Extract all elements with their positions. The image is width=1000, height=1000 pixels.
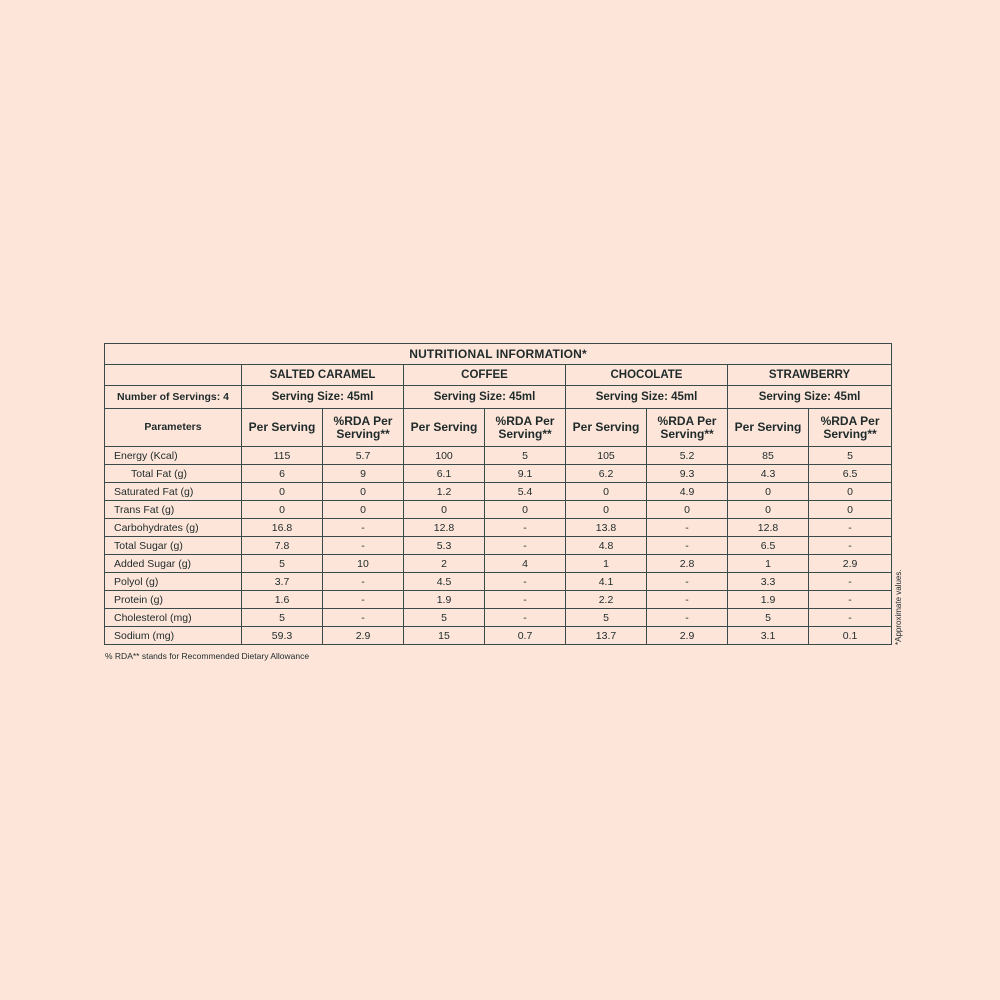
value-cell: 15: [404, 627, 485, 645]
value-cell: -: [809, 537, 892, 555]
table-title: NUTRITIONAL INFORMATION*: [105, 344, 892, 365]
value-cell: 85: [728, 447, 809, 465]
value-cell: 1: [728, 555, 809, 573]
value-cell: 5: [242, 555, 323, 573]
value-cell: 0: [404, 501, 485, 519]
value-cell: 0: [728, 501, 809, 519]
value-cell: -: [647, 591, 728, 609]
value-cell: -: [323, 519, 404, 537]
row-label: Added Sugar (g): [105, 555, 242, 573]
value-cell: 10: [323, 555, 404, 573]
value-cell: -: [647, 519, 728, 537]
value-cell: 2.9: [809, 555, 892, 573]
row-label: Energy (Kcal): [105, 447, 242, 465]
serving-size-chocolate: Serving Size: 45ml: [566, 386, 728, 409]
nutrition-rows: [105, 447, 892, 645]
flavor-header-strawberry: STRAWBERRY: [728, 365, 892, 386]
row-label: Trans Fat (g): [105, 501, 242, 519]
value-cell: 5: [566, 609, 647, 627]
value-cell: -: [485, 609, 566, 627]
value-cell: 13.7: [566, 627, 647, 645]
value-cell: 5.2: [647, 447, 728, 465]
flavor-header-salted-caramel: SALTED CARAMEL: [242, 365, 404, 386]
value-cell: 2.9: [323, 627, 404, 645]
value-cell: 6: [242, 465, 323, 483]
value-cell: -: [647, 573, 728, 591]
servings-count: Number of Servings: 4: [105, 386, 242, 409]
table-row: [105, 573, 892, 591]
value-cell: 0: [566, 501, 647, 519]
value-cell: 0: [323, 501, 404, 519]
row-label: Carbohydrates (g): [105, 519, 242, 537]
value-cell: -: [809, 573, 892, 591]
rda-header: %RDA Per Serving**: [485, 409, 566, 447]
table-row: [105, 483, 892, 501]
value-cell: 6.2: [566, 465, 647, 483]
per-serving-header: Per Serving: [728, 409, 809, 447]
value-cell: 3.3: [728, 573, 809, 591]
value-cell: 1.6: [242, 591, 323, 609]
value-cell: -: [485, 573, 566, 591]
per-serving-header: Per Serving: [566, 409, 647, 447]
value-cell: 0: [485, 501, 566, 519]
table-row: [105, 519, 892, 537]
value-cell: -: [323, 537, 404, 555]
value-cell: -: [485, 519, 566, 537]
value-cell: 5.7: [323, 447, 404, 465]
row-label: Total Sugar (g): [105, 537, 242, 555]
value-cell: 6.5: [809, 465, 892, 483]
value-cell: 0.7: [485, 627, 566, 645]
value-cell: 16.8: [242, 519, 323, 537]
flavor-header-chocolate: CHOCOLATE: [566, 365, 728, 386]
row-label: Saturated Fat (g): [105, 483, 242, 501]
table-row: [105, 627, 892, 645]
value-cell: 0: [809, 483, 892, 501]
value-cell: 7.8: [242, 537, 323, 555]
value-cell: 0: [647, 501, 728, 519]
value-cell: 12.8: [728, 519, 809, 537]
approximate-values-note: *Approximate values.: [894, 569, 903, 645]
value-cell: 4.3: [728, 465, 809, 483]
per-serving-header: Per Serving: [242, 409, 323, 447]
value-cell: 5.3: [404, 537, 485, 555]
value-cell: -: [323, 573, 404, 591]
value-cell: 3.7: [242, 573, 323, 591]
value-cell: 2: [404, 555, 485, 573]
parameters-header: Parameters: [105, 409, 242, 447]
flavor-header-coffee: COFFEE: [404, 365, 566, 386]
serving-size-coffee: Serving Size: 45ml: [404, 386, 566, 409]
row-label: Total Fat (g): [105, 465, 242, 483]
rda-header: %RDA Per Serving**: [647, 409, 728, 447]
value-cell: 0.1: [809, 627, 892, 645]
value-cell: 9.3: [647, 465, 728, 483]
value-cell: 100: [404, 447, 485, 465]
table-row: [105, 609, 892, 627]
value-cell: 1: [566, 555, 647, 573]
value-cell: 5: [242, 609, 323, 627]
row-label: Sodium (mg): [105, 627, 242, 645]
value-cell: 5: [809, 447, 892, 465]
value-cell: -: [647, 609, 728, 627]
value-cell: -: [323, 591, 404, 609]
value-cell: 12.8: [404, 519, 485, 537]
value-cell: -: [323, 609, 404, 627]
value-cell: 1.9: [404, 591, 485, 609]
value-cell: 0: [566, 483, 647, 501]
value-cell: 13.8: [566, 519, 647, 537]
value-cell: 0: [323, 483, 404, 501]
table-row: [105, 447, 892, 465]
blank-header-cell: [105, 365, 242, 386]
nutrition-table: [104, 343, 892, 645]
rda-footnote: % RDA** stands for Recommended Dietary Allowance: [105, 651, 310, 661]
value-cell: 115: [242, 447, 323, 465]
value-cell: -: [809, 519, 892, 537]
value-cell: -: [485, 591, 566, 609]
value-cell: 6.5: [728, 537, 809, 555]
serving-size-salted-caramel: Serving Size: 45ml: [242, 386, 404, 409]
value-cell: -: [809, 591, 892, 609]
value-cell: 5.4: [485, 483, 566, 501]
table-row: [105, 465, 892, 483]
table-row: [105, 537, 892, 555]
value-cell: 6.1: [404, 465, 485, 483]
value-cell: 3.1: [728, 627, 809, 645]
per-serving-header: Per Serving: [404, 409, 485, 447]
value-cell: 4.1: [566, 573, 647, 591]
value-cell: 0: [809, 501, 892, 519]
table-row: [105, 591, 892, 609]
value-cell: 4.8: [566, 537, 647, 555]
value-cell: -: [809, 609, 892, 627]
value-cell: 5: [485, 447, 566, 465]
value-cell: 4: [485, 555, 566, 573]
value-cell: 4.5: [404, 573, 485, 591]
value-cell: 0: [242, 501, 323, 519]
rda-header: %RDA Per Serving**: [323, 409, 404, 447]
value-cell: -: [485, 537, 566, 555]
row-label: Polyol (g): [105, 573, 242, 591]
row-label: Protein (g): [105, 591, 242, 609]
value-cell: 2.2: [566, 591, 647, 609]
value-cell: 0: [728, 483, 809, 501]
serving-size-strawberry: Serving Size: 45ml: [728, 386, 892, 409]
row-label: Cholesterol (mg): [105, 609, 242, 627]
value-cell: 9.1: [485, 465, 566, 483]
value-cell: 59.3: [242, 627, 323, 645]
value-cell: 2.8: [647, 555, 728, 573]
value-cell: 1.9: [728, 591, 809, 609]
table-row: [105, 501, 892, 519]
value-cell: 9: [323, 465, 404, 483]
value-cell: 5: [404, 609, 485, 627]
value-cell: -: [647, 537, 728, 555]
value-cell: 1.2: [404, 483, 485, 501]
value-cell: 4.9: [647, 483, 728, 501]
value-cell: 0: [242, 483, 323, 501]
value-cell: 2.9: [647, 627, 728, 645]
value-cell: 5: [728, 609, 809, 627]
value-cell: 105: [566, 447, 647, 465]
rda-header: %RDA Per Serving**: [809, 409, 892, 447]
table-row: [105, 555, 892, 573]
